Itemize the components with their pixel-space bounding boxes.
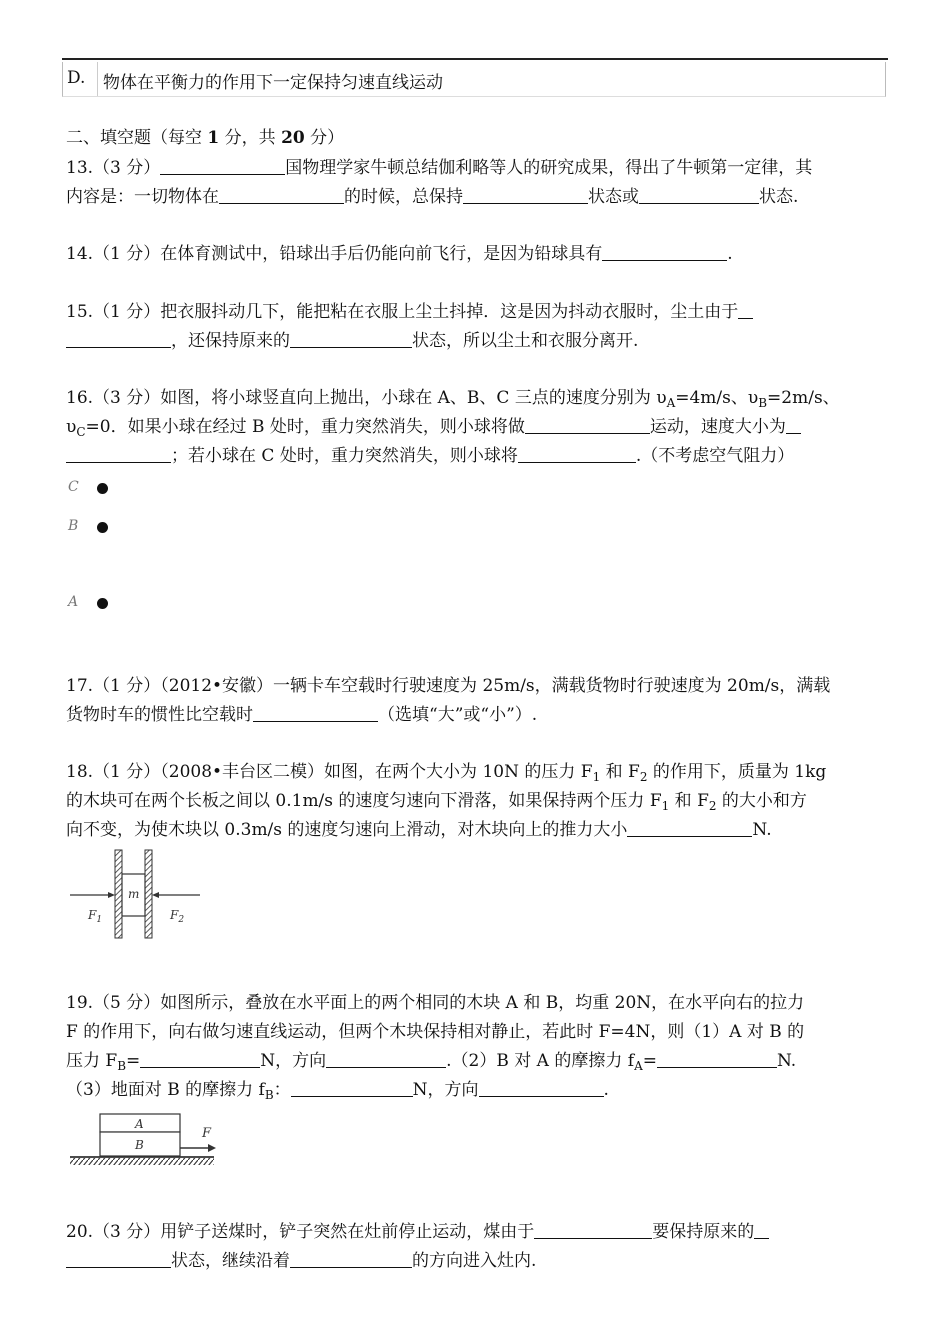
q18-text: 的作用下，质量为 1kg <box>647 762 827 782</box>
q14-text: . <box>727 244 733 264</box>
block-a-label: A <box>135 1117 144 1131</box>
q15-text: 状态，所以尘土和衣服分离开. <box>412 331 639 351</box>
section-total: 20 <box>281 128 305 148</box>
subscript: B <box>117 1059 127 1073</box>
q13-text: 状态. <box>759 187 799 207</box>
q19-text: N. <box>776 1051 797 1071</box>
q16-text: 16.（3 分）如图，将小球竖直向上抛出，小球在 A、B、C 三点的速度分别为 υ <box>66 388 667 408</box>
block-b-label: B <box>135 1138 144 1152</box>
option-d-row <box>62 62 886 97</box>
q15-text: 15.（1 分）把衣服抖动几下，能把粘在衣服上尘土抖掉．这是因为抖动衣服时，尘土由于 <box>66 302 739 322</box>
answer-blank[interactable] <box>140 1051 260 1068</box>
arrowhead-icon <box>208 1144 216 1152</box>
answer-blank[interactable] <box>253 705 378 722</box>
q16-line-1 <box>66 387 840 409</box>
q15-line-2 <box>66 330 638 352</box>
q19-text: ： <box>273 1080 291 1100</box>
answer-blank[interactable] <box>738 302 753 319</box>
q20-text: 的方向进入灶内. <box>412 1251 537 1271</box>
answer-blank[interactable] <box>534 1222 652 1239</box>
subscript: B <box>758 396 768 410</box>
subscript: 1 <box>661 799 670 813</box>
stacked-blocks-figure <box>68 1112 220 1174</box>
q13-line-2 <box>66 186 798 208</box>
q16-text: 运动，速度大小为 <box>649 417 786 437</box>
q19-line-4 <box>66 1079 609 1101</box>
q16-text: =4m/s、υ <box>675 388 759 408</box>
answer-blank[interactable] <box>463 187 588 204</box>
q16-line-3 <box>66 445 794 467</box>
q18-text: 的大小和方 <box>716 791 807 811</box>
q18-text: 和 F <box>669 791 709 811</box>
q17-text: 17.（1 分）（2012•安徽）一辆卡车空载时行驶速度为 25m/s，满载货物时行驶速度为 20m/s，满载 <box>66 676 831 696</box>
subscript: 2 <box>708 799 717 813</box>
point-c-dot <box>97 483 108 494</box>
q19-text: = <box>126 1051 141 1071</box>
q19-line-1 <box>66 992 804 1014</box>
q13-number: 13.（3 分） <box>66 158 161 178</box>
left-board <box>115 850 122 938</box>
answer-blank[interactable] <box>627 820 752 837</box>
arrowhead-icon <box>152 892 159 898</box>
q16-line-2 <box>66 416 801 438</box>
q19-line-2 <box>66 1021 804 1043</box>
q17-text: （选填“大”或“小”）. <box>378 705 538 725</box>
answer-blank[interactable] <box>479 1080 604 1097</box>
answer-blank[interactable] <box>786 417 801 434</box>
point-b-label: B <box>68 518 79 534</box>
q13-text: 内容是：一切物体在 <box>66 187 219 207</box>
subscript: A <box>634 1059 643 1073</box>
q19-text: （3）地面对 B 的摩擦力 f <box>66 1080 265 1100</box>
answer-blank[interactable] <box>66 331 171 348</box>
q18-text: N. <box>752 820 772 840</box>
top-rule <box>62 58 888 60</box>
block-label: m <box>128 887 140 901</box>
q18-line-2 <box>66 790 807 812</box>
q17-text: 货物时车的惯性比空载时 <box>66 705 253 725</box>
q19-text: N，方向 <box>412 1080 479 1100</box>
q16-text: .（不考虑空气阻力） <box>635 446 795 466</box>
point-a-label: A <box>68 594 79 610</box>
boards-figure <box>66 848 206 940</box>
answer-blank[interactable] <box>290 1251 412 1268</box>
q15-text: ，还保持原来的 <box>171 331 290 351</box>
section-points: 1 <box>207 128 220 148</box>
q13-text: 国物理学家牛顿总结伽利略等人的研究成果，得出了牛顿第一定律，其 <box>285 158 813 178</box>
point-c-label: C <box>68 479 79 495</box>
answer-blank[interactable] <box>66 1251 171 1268</box>
q19-text: 19.（5 分）如图所示，叠放在水平面上的两个相同的木块 A 和 B，均重 20N，在水平向右的拉力 <box>66 993 805 1013</box>
section-mid: 分，共 <box>219 128 282 148</box>
answer-blank[interactable] <box>290 331 412 348</box>
subscript: 1 <box>592 770 601 784</box>
option-d-label: D. <box>67 68 86 88</box>
q14-line <box>66 243 733 265</box>
subscript: B <box>264 1088 274 1102</box>
q18-line-3 <box>66 819 772 841</box>
subscript: C <box>76 425 86 439</box>
q19-line-3 <box>66 1050 796 1072</box>
q18-text: 向不变，为使木块以 0.3m/s 的速度匀速向上滑动，对木块向上的推力大小 <box>66 820 628 840</box>
q20-text: 状态，继续沿着 <box>171 1251 290 1271</box>
answer-blank[interactable] <box>657 1051 777 1068</box>
q13-line-1 <box>66 157 812 179</box>
section-suffix: 分） <box>304 128 345 148</box>
ground-hatch <box>70 1158 214 1165</box>
subscript: 2 <box>639 770 648 784</box>
f1-label: $F_1$ <box>88 908 103 925</box>
force-f-label: F <box>202 1126 212 1141</box>
right-board <box>145 850 152 938</box>
answer-blank[interactable] <box>326 1051 446 1068</box>
answer-blank[interactable] <box>518 446 636 463</box>
q19-text: N，方向 <box>260 1051 327 1071</box>
q16-text: =0．如果小球在经过 B 处时，重力突然消失，则小球将做 <box>85 417 525 437</box>
answer-blank[interactable] <box>219 187 344 204</box>
q17-line-1 <box>66 675 830 697</box>
q18-line-1 <box>66 761 826 783</box>
q15-line-1 <box>66 301 753 323</box>
f2-label: $F_2$ <box>170 908 185 925</box>
q20-line-1 <box>66 1221 769 1243</box>
point-b-dot <box>97 522 108 533</box>
q20-text: 20.（3 分）用铲子送煤时，铲子突然在灶前停止运动，煤由于 <box>66 1222 535 1242</box>
answer-blank[interactable] <box>602 244 727 261</box>
q19-text: F 的作用下，向右做匀速直线运动，但两个木块保持相对静止，若此时 F=4N，则（1）A 对 B 的 <box>66 1022 805 1042</box>
option-d-separator <box>97 62 98 96</box>
q19-text: . <box>603 1080 609 1100</box>
answer-blank[interactable] <box>754 1222 769 1239</box>
q16-text: υ <box>66 417 77 437</box>
answer-blank[interactable] <box>525 417 650 434</box>
option-d-text: 物体在平衡力的作用下一定保持匀速直线运动 <box>103 73 443 93</box>
q17-line-2 <box>66 704 537 726</box>
q19-text: = <box>642 1051 657 1071</box>
q16-text: =2m/s、 <box>767 388 840 408</box>
q19-text: 压力 F <box>66 1051 118 1071</box>
section-heading <box>66 127 344 149</box>
point-a-dot <box>97 598 108 609</box>
q18-text: 的木块可在两个长板之间以 0.1m/s 的速度匀速向下滑落，如果保持两个压力 F <box>66 791 662 811</box>
q20-line-2 <box>66 1250 536 1272</box>
q13-text: 状态或 <box>588 187 639 207</box>
q20-text: 要保持原来的 <box>652 1222 755 1242</box>
section-prefix: 二、填空题（每空 <box>66 128 208 148</box>
q19-text: .（2）B 对 A 的摩擦力 f <box>446 1051 635 1071</box>
answer-blank[interactable] <box>160 158 285 175</box>
answer-blank[interactable] <box>639 187 759 204</box>
arrowhead-icon <box>108 892 115 898</box>
q16-text: ；若小球在 C 处时，重力突然消失，则小球将 <box>171 446 518 466</box>
answer-blank[interactable] <box>291 1080 413 1097</box>
subscript: A <box>666 396 676 410</box>
q14-text: 14.（1 分）在体育测试中，铅球出手后仍能向前飞行，是因为铅球具有 <box>66 244 603 264</box>
q18-text: 18.（1 分）（2008•丰台区二模）如图，在两个大小为 10N 的压力 F <box>66 762 593 782</box>
q18-text: 和 F <box>600 762 640 782</box>
answer-blank[interactable] <box>66 446 171 463</box>
q13-text: 的时候，总保持 <box>344 187 463 207</box>
